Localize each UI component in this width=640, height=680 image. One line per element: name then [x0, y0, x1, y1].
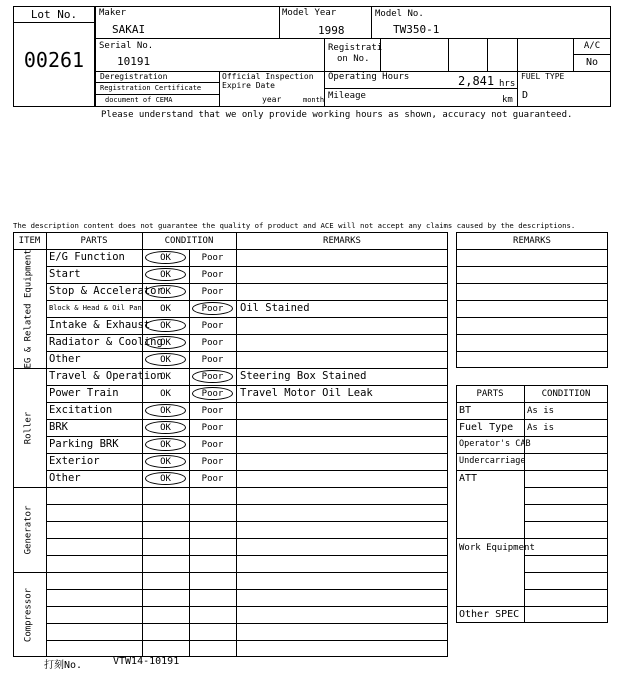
month-label: month — [303, 96, 325, 104]
side-parts-header-line — [456, 402, 608, 403]
inspection-label-1: Official Inspection — [222, 72, 314, 81]
ok-option: OK — [160, 406, 171, 416]
group-divider — [13, 487, 448, 488]
poor-selected-circle — [192, 370, 233, 383]
side-parts-row-line — [524, 504, 608, 505]
hours-notice: Please understand that we only provide working hours as shown, accuracy not guaranteed. — [101, 110, 573, 120]
side-part-name: Undercarriage — [459, 456, 526, 466]
ok-option: OK — [160, 457, 171, 467]
deregistration-label: Deregistration — [100, 72, 168, 81]
row-divider — [46, 555, 448, 556]
maker-label: Maker — [99, 8, 127, 18]
ac-value: No — [585, 57, 599, 68]
fuel-type-label: FUEL TYPE — [521, 72, 565, 81]
table-row — [46, 266, 448, 283]
col-parts-header: PARTS — [80, 236, 108, 246]
part-name: Parking BRK — [49, 438, 119, 450]
part-name: Block & Head & Oil Pan — [49, 304, 142, 312]
ok-selected-circle — [145, 404, 186, 417]
side-part-name: Operator's CAB — [459, 439, 531, 449]
serial-label: Serial No. — [99, 41, 154, 51]
ok-option: OK — [160, 474, 171, 484]
poor-option: Poor — [201, 457, 224, 467]
poor-selected-circle — [192, 387, 233, 400]
row-remarks: Oil Stained — [240, 302, 310, 314]
registration-label-1: Registrati — [328, 43, 383, 53]
part-name: Travel & Operation — [49, 370, 163, 382]
side-parts-row-line — [456, 419, 608, 420]
row-remarks: Travel Motor Oil Leak — [240, 387, 373, 399]
work-equipment-label: Work Equipment — [459, 543, 535, 553]
ok-selected-circle — [145, 285, 186, 298]
operating-hours-value: 2,841 — [458, 74, 495, 88]
table-row — [46, 470, 448, 487]
table-row — [46, 419, 448, 436]
poor-option: Poor — [201, 270, 224, 280]
group-label: Generator — [23, 505, 34, 554]
part-name: Power Train — [49, 387, 119, 399]
part-name: Other — [49, 472, 81, 484]
table-row — [46, 351, 448, 368]
model-year-value: 1998 — [318, 24, 345, 37]
ok-selected-circle — [145, 251, 186, 264]
ok-option: OK — [160, 355, 171, 365]
poor-option: Poor — [201, 304, 224, 314]
stamp-label: 打刻No. — [44, 660, 83, 671]
side-parts-row-line — [524, 555, 608, 556]
poor-option: Poor — [201, 440, 224, 450]
part-name: Exterior — [49, 455, 100, 467]
ok-selected-circle — [145, 336, 186, 349]
side-part-name: ATT — [459, 473, 478, 484]
row-divider — [46, 640, 448, 641]
side-part-name: Fuel Type — [459, 422, 514, 433]
ok-option: OK — [160, 338, 171, 348]
side-parts-row-line — [524, 521, 608, 522]
poor-option: Poor — [201, 423, 224, 433]
model-no-value: TW350-1 — [393, 23, 440, 36]
poor-option: Poor — [201, 372, 224, 382]
row-divider — [46, 538, 448, 539]
poor-option: Poor — [201, 355, 224, 365]
side-remarks-header: REMARKS — [513, 236, 551, 246]
ok-option: OK — [160, 423, 171, 433]
ok-selected-circle — [145, 421, 186, 434]
poor-option: Poor — [201, 406, 224, 416]
lot-number: 00261 — [23, 48, 85, 72]
registration-certificate-label: Registration Certificate — [100, 84, 202, 92]
ok-option: OK — [160, 253, 171, 263]
row-divider — [46, 504, 448, 505]
fuel-type-value: D — [522, 90, 529, 101]
group-label: Compressor — [23, 587, 34, 642]
hrs-label: hrs — [499, 79, 516, 89]
side-parts-row-line — [456, 453, 608, 454]
km-label: km — [502, 95, 513, 105]
maker-value: SAKAI — [112, 23, 146, 36]
poor-option: Poor — [201, 253, 224, 263]
side-parts-row-line — [524, 589, 608, 590]
ok-selected-circle — [145, 353, 186, 366]
cema-label: document of CEMA — [105, 96, 173, 104]
serial-value: 10191 — [117, 55, 151, 68]
row-divider — [46, 606, 448, 607]
ok-option: OK — [160, 270, 171, 280]
side-part-condition: As is — [527, 423, 555, 433]
side-remarks-line — [456, 317, 608, 318]
ok-selected-circle — [145, 268, 186, 281]
ok-selected-circle — [145, 319, 186, 332]
group-label: EG & Related Equipment — [23, 248, 34, 368]
side-parts-row-line — [456, 606, 608, 607]
inspection-label-2: Expire Date — [222, 81, 275, 90]
row-divider — [46, 589, 448, 590]
poor-option: Poor — [201, 287, 224, 297]
side-part-condition: As is — [527, 406, 555, 416]
side-remarks-line — [456, 351, 608, 352]
ok-selected-circle — [145, 472, 186, 485]
row-divider — [46, 521, 448, 522]
ok-option: OK — [160, 372, 171, 382]
part-name: Excitation — [49, 404, 113, 416]
side-parts-col-condition: CONDITION — [541, 389, 591, 399]
ok-option: OK — [160, 321, 171, 331]
side-part-name: BT — [459, 405, 472, 416]
ac-label: A/C — [583, 41, 601, 51]
poor-option: Poor — [201, 338, 224, 348]
col-item-header: ITEM — [18, 236, 41, 246]
ok-option: OK — [160, 304, 171, 314]
group-divider — [13, 572, 448, 573]
side-remarks-line — [456, 300, 608, 301]
side-parts-row-line — [456, 436, 608, 437]
stamp-value: VTW14-10191 — [113, 656, 180, 667]
table-row — [46, 453, 448, 470]
ok-selected-circle — [145, 455, 186, 468]
part-name: BRK — [49, 421, 68, 433]
side-parts-row-line — [456, 470, 608, 471]
ok-option: OK — [160, 287, 171, 297]
operating-hours-label: Operating Hours — [328, 72, 410, 82]
year-label: year — [262, 95, 282, 104]
part-name: Intake & Exhaust — [49, 319, 151, 331]
poor-option: Poor — [201, 474, 224, 484]
col-remarks-header: REMARKS — [323, 236, 361, 246]
row-divider — [46, 623, 448, 624]
side-remarks-line — [456, 334, 608, 335]
part-name: E/G Function — [49, 251, 125, 263]
other-spec-label: Other SPEC — [459, 609, 520, 620]
side-parts-row-line — [524, 572, 608, 573]
part-name: Other — [49, 353, 81, 365]
model-no-label: Model No. — [375, 9, 424, 19]
side-parts-row-line — [524, 487, 608, 488]
part-name: Stop & Accelerator — [49, 285, 163, 297]
ok-selected-circle — [145, 438, 186, 451]
side-parts-row-line — [456, 538, 608, 539]
mileage-label: Mileage — [328, 91, 366, 101]
poor-option: Poor — [201, 321, 224, 331]
side-remarks-line — [456, 283, 608, 284]
side-remarks-line — [456, 249, 608, 250]
ok-option: OK — [160, 440, 171, 450]
side-parts-col-parts: PARTS — [476, 389, 504, 399]
description-notice: The description content does not guarantee the quality of product and ACE will not accept any claims caused by the descriptions. — [13, 221, 576, 230]
group-label: Roller — [23, 411, 34, 444]
side-remarks-line — [456, 266, 608, 267]
registration-label-2: on No. — [337, 54, 370, 64]
model-year-label: Model Year — [282, 8, 337, 18]
col-condition-header: CONDITION — [164, 236, 214, 246]
row-remarks: Steering Box Stained — [240, 370, 367, 382]
part-name: Start — [49, 268, 81, 280]
lot-label: Lot No. — [30, 8, 78, 21]
poor-option: Poor — [201, 389, 224, 399]
part-name: Radiator & Cooling — [49, 336, 163, 348]
ok-option: OK — [160, 389, 171, 399]
poor-selected-circle — [192, 302, 233, 315]
